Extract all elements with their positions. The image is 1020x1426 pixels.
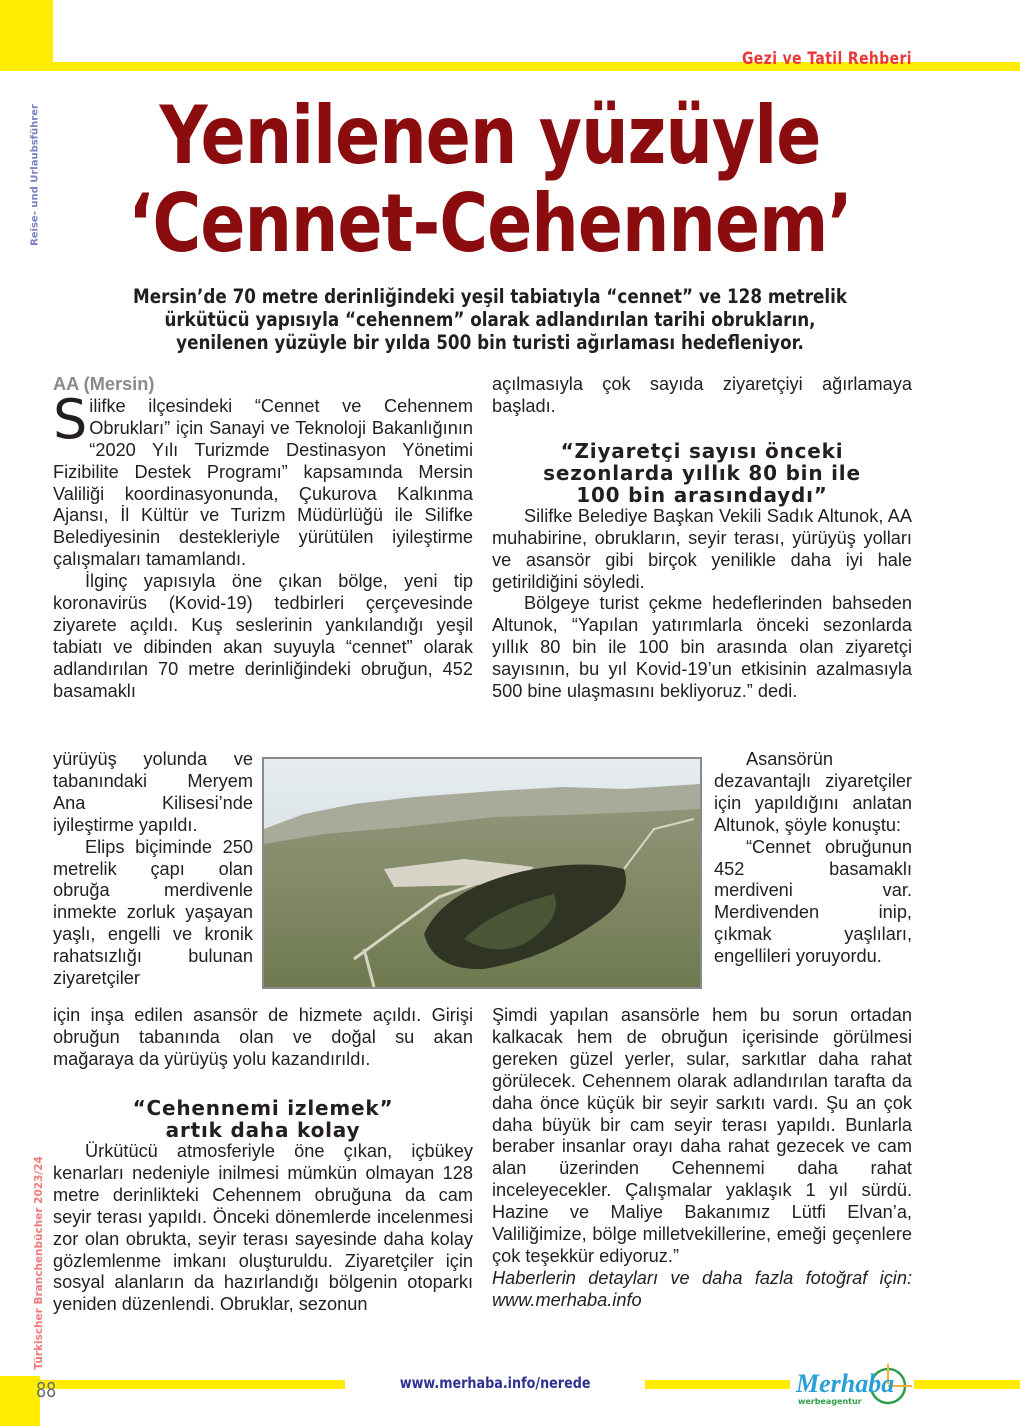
section-label: Gezi ve Tatil Rehberi: [741, 49, 912, 69]
subhead-2-line-3: 100 bin arasındaydı”: [576, 482, 828, 507]
subhead-2-line-2: sezonlarda yıllık 80 bin ile: [543, 460, 861, 485]
logo-text: Merhaba: [796, 1369, 895, 1398]
right-wrap-column: [714, 749, 912, 968]
paragraph-6: Bölgeye turist çekme hedeflerinden bahseden Altunok, “Yapılan yatırımlarla önceki sezonlarda yıllık 80 bin ile 100 bin arasında olan ziyaretçi sayısının, bu yıl Kovid-19’un etkisinin azalmasıyla 500 bine ulaşmasını bekliyoruz.” dedi.: [492, 593, 912, 702]
merhaba-logo: [790, 1362, 914, 1410]
subhead-2-line-1: “Ziyaretçi sayısı önceki: [560, 438, 844, 463]
yellow-corner-top: [0, 0, 53, 70]
subhead-1: [53, 1097, 473, 1141]
left-column-top: [53, 374, 473, 703]
deck-line-2: ürkütücü yapısıyla “cehennem” olarak adlandırılan tarihi obrukların,: [164, 308, 816, 331]
paragraph-8-rest: Şimdi yapılan asansörle hem bu sorun ortadan kalkacak hem de obruğun içerisinde görülmesi gereken güzel yerler, sular, sarkıtlar daha rahat görülecek. Cehennem olarak adlandırılan tarafta da daha önce küçük bir seyir sarkıtı vardı. Şu an çok daha büyük bir cam seyir terası yapıldı. Bunlarla beraber insanlar orayı daha rahat gezecek ve cam alan üzerinden Cehennemi daha rahat inceleyecekler. Çalışmalar yaklaşık 1 yıl sürdü. Hazine ve Maliye Bakanımız Lütfi Elvan’a, Valiliğimize, bölge milletvekillerine, emeği geçenlere çok teşekkür ediyoruz.”: [492, 1005, 912, 1266]
paragraph-3-rest: için inşa edilen asansör de hizmete açıldı. Girişi obruğun tabanında olan ve doğal su akan mağaraya da yürüyüş yolu kazandırıldı.: [53, 1005, 473, 1069]
logo-subtext: werbeagentur: [798, 1397, 862, 1406]
footer-url-text[interactable]: www.merhaba.info/nerede: [399, 1374, 591, 1392]
paragraph-8-wrap: “Cennet obruğunun 452 basamaklı merdiveni var. Merdivenden inip, çıkmak yaşlıları, engellileri yoruyordu.: [714, 836, 912, 967]
left-column-bottom: [53, 1097, 473, 1316]
paragraph-5: Silifke Belediye Başkan Vekili Sadık Altunok, AA muhabirine, obrukların, seyir terası, yürüyüş yolları ve asansör gibi birçok yenilikle daha iyi hale getirildiğini söyledi.: [492, 505, 912, 592]
paragraph-2: İlginç yapısıyla öne çıkan bölge, yeni tip koronavirüs (Kovid-19) tedbirleri çerçevesinde ziyarete açıldı. Kuş seslerinin yankılandığı yeşil tabiatı ve dibinden akan suyuyla “cennet” olarak adlandırılan 70 metre derinliğindeki obruğun, 452 basamaklı: [53, 571, 473, 701]
headline-line-2: ‘Cennet-Cehennem’: [128, 177, 852, 270]
paragraph-1: [53, 387, 473, 571]
page-number: 88: [36, 1378, 57, 1402]
side-label-top-text: Reise- und Urlaubsführer: [29, 104, 41, 246]
yellow-corner-bottom: [0, 1376, 40, 1426]
byline: AA (Mersin): [53, 374, 155, 394]
right-column-top: [492, 374, 912, 703]
footer-url[interactable]: [345, 1374, 645, 1392]
left-wrap-column: [53, 749, 253, 990]
headline: [50, 89, 930, 270]
headline-line-1: Yenilenen yüzüyle: [159, 89, 821, 182]
subhead-2: [492, 440, 912, 506]
logo-graphic: [790, 1362, 914, 1410]
paragraph-4: Ürkütücü atmosferiyle öne çıkan, içbükey kenarları nedeniyle inilmesi mümkün olmayan 128 metre derinlikteki Cehennem obruğuna da cam seyir terası yapıldı. Önceki dönemlerde incelenmesi zor olan obrukta, seyir terası sayesinde daha kolay gözlemlenme imkanı oluşturuldu. Ziyaretçiler için sosyal alanların da hazırlandığı bölgenin otoparkı yeniden düzenlendi. Obruklar, sezonun: [53, 1141, 473, 1315]
paragraph-1-text: ilifke ilçesindeki “Cennet ve Cehennem Obrukları” için Sanayi ve Teknoloji Bakanlığının “2020 Yılı Turizmde Destinasyon Yönetimi Fizibilite Destek Programı” kapsamında Mersin Valiliği koordinasyonunda, Çukurova Kalkınma Ajansı, İl Kültür ve Turizm Müdürlüğü ile Silifke Belediyesinin destekleriyle yürütülen iyileştirme çalışmaları tamamlandı.: [53, 395, 473, 570]
paragraph-2-wrap: yürüyüş yolunda ve tabanındaki Meryem Ana Kilisesi’nde iyileştirme yapıldı.: [53, 749, 253, 835]
deck-line-1: Mersin’de 70 metre derinliğindeki yeşil tabiatıyla “cennet” ve 128 metrelik: [133, 285, 847, 308]
drop-cap: S: [53, 387, 88, 451]
closing-note: Haberlerin detayları ve daha fazla fotoğraf için: www.merhaba.info: [492, 1267, 912, 1310]
left-column-middle: [53, 1005, 473, 1071]
right-column-bottom: [492, 1005, 912, 1312]
side-label-bottom-text: Türkischer Branchenbücher 2023/24: [33, 1155, 45, 1370]
side-label-top: [28, 100, 42, 250]
subhead-1-line-2: artık daha kolay: [165, 1118, 361, 1142]
subhead-1-line-1: “Cehennemi izlemek”: [132, 1096, 394, 1120]
paragraph-4-continued: açılmasıyla çok sayıda ziyaretçiyi ağırlamaya başladı.: [492, 374, 912, 416]
paragraph-3-wrap: Elips biçiminde 250 metrelik çapı olan obruğa merdivenle inmekte zorluk yaşayan yaşlı, engelli ve kronik rahatsızlığı bulunan ziyaretçiler: [53, 836, 253, 989]
deck-line-3: yenilenen yüzüyle bir yılda 500 bin turisti ağırlaması hedefleniyor.: [176, 331, 804, 354]
sinkhole-aerial-photo: [262, 757, 702, 989]
deck: [50, 285, 930, 354]
photo-illustration: [264, 759, 700, 987]
paragraph-7-wrap: Asansörün dezavantajlı ziyaretçiler için yapıldığını anlatan Altunok, şöyle konuştu:: [714, 749, 912, 835]
side-label-bottom: [32, 1155, 46, 1370]
